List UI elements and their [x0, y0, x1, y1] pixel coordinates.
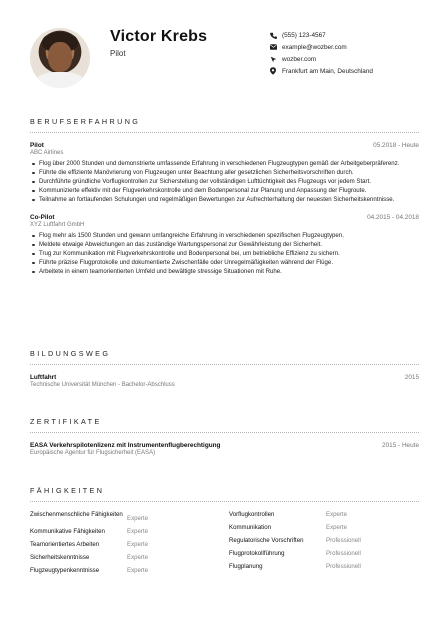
job-bullets: [30, 231, 419, 276]
skill-item: [229, 563, 419, 571]
email-text: example@wozber.com: [282, 43, 347, 51]
job-title: Pilot: [110, 49, 126, 58]
website-text: wozber.com: [282, 55, 317, 63]
contact-list: [268, 29, 438, 77]
skill-name: Vorflugkontrollen: [229, 511, 275, 518]
location-text: Frankfurt am Main, Deutschland: [282, 67, 373, 75]
skill-item: [229, 511, 419, 519]
bullet-item: Kommunizierte effektiv mit der Flugverkehrskontrolle und dem Bodenpersonal zur Planung und Anpassung der Flugroute.: [30, 186, 419, 195]
skill-name: Sicherheitskenntnisse: [30, 554, 90, 561]
section-title-skills: FÄHIGKEITEN: [30, 486, 419, 502]
job-company: XYZ Luftfahrt GmbH: [30, 222, 85, 228]
skill-level: Experte: [127, 554, 149, 561]
section-title-experience: BERUFSERFAHRUNG: [30, 117, 419, 133]
link-icon: [268, 54, 278, 64]
skill-name: Flugprotokollführung: [229, 550, 285, 557]
bullet-item: Trug zur Kommunikation mit Flugverkehrskontrolle und Bodenpersonal bei, um betriebliche Effizienz zu sichern.: [30, 249, 419, 258]
job-company: ABC Airlines: [30, 150, 64, 156]
skill-name: Regulatorische Vorschriften: [229, 537, 304, 544]
mail-icon: [268, 42, 278, 52]
skill-level: Experte: [127, 515, 149, 522]
bullet-item: Arbeitete in einem teamorientierten Umfeld und bewältigte stressige Situationen mit Ruhe.: [30, 267, 419, 276]
skill-item: [30, 528, 220, 536]
institution-name: Technische Universität München - Bachelor-Abschluss: [30, 382, 175, 388]
skills-grid: [30, 511, 419, 580]
section-title-certificates: ZERTIFIKATE: [30, 417, 419, 433]
certificate-name: EASA Verkehrspilotenlizenz mit Instrumentenflugberechtigung: [30, 442, 221, 449]
job-entry: [30, 142, 419, 204]
job-date: 04.2015 - 04.2018: [367, 214, 419, 221]
bullet-item: Teilnahme an fortlaufenden Schulungen und regelmäßigen Bewertungen zur Aufrechterhaltung der neuesten Sicherheitskenntnisse.: [30, 195, 419, 204]
skill-item: [30, 567, 220, 575]
skills-column-left: [30, 511, 220, 580]
bullet-item: Flog mehr als 1500 Stunden und gewann umfangreiche Erfahrung in verschiedenen spezifischen Flugzeugtypen.: [30, 231, 419, 240]
contact-location: [268, 65, 438, 77]
phone-icon: [268, 30, 278, 40]
job-role: Co-Pilot: [30, 214, 55, 221]
skill-name: Zwischenmenschliche Fähigkeiten: [30, 511, 123, 518]
job-role: Pilot: [30, 142, 44, 149]
certificate-issuer: Europäische Agentur für Flugsicherheit (EASA): [30, 450, 156, 456]
experience-section: [30, 117, 419, 276]
skill-level: Professionell: [326, 563, 361, 570]
section-title-education: BILDUNGSWEG: [30, 349, 419, 365]
certificates-section: [30, 417, 419, 456]
skill-level: Experte: [326, 524, 348, 531]
skill-item: [30, 554, 220, 562]
skill-name: Kommunikative Fähigkeiten: [30, 528, 105, 535]
skill-level: Professionell: [326, 550, 361, 557]
avatar: [30, 28, 90, 88]
skill-level: Experte: [127, 541, 149, 548]
education-section: [30, 349, 419, 388]
degree-name: Luftfahrt: [30, 374, 57, 381]
contact-phone: [268, 29, 438, 41]
education-entry: [30, 374, 419, 388]
contact-email[interactable]: [268, 41, 438, 53]
bullet-item: Führte die effiziente Manövrierung von Flugzeugen unter Beachtung aller gesetzlichen Sicherheitsvorschriften durch.: [30, 168, 419, 177]
skill-level: Experte: [127, 567, 149, 574]
phone-text: (555) 123-4567: [282, 31, 326, 39]
skill-name: Kommunikation: [229, 524, 271, 531]
certificate-entry: [30, 442, 419, 456]
bullet-item: Meldete etwaige Abweichungen an das zuständige Wartungspersonal zur Gewährleistung der Sicherheit.: [30, 240, 419, 249]
job-entry: [30, 214, 419, 276]
skill-item: [229, 537, 419, 545]
skills-column-right: [229, 511, 419, 580]
skill-item: [229, 550, 419, 558]
bullet-item: Durchführte gründliche Vorflugkontrollen zur Sicherstellung der vollständigen Lufttüchtigkeit des Flugzeugs vor jedem Start.: [30, 177, 419, 186]
location-icon: [268, 66, 278, 76]
skill-item: [30, 541, 220, 549]
bullet-item: Führte präzise Flugprotokolle und dokumentierte Zwischenfälle oder Unregelmäßigkeiten während der Flüge.: [30, 258, 419, 267]
skill-item: [30, 511, 220, 523]
job-date: 05.2018 - Heute: [373, 142, 419, 149]
skill-level: Professionell: [326, 537, 361, 544]
skill-name: Flugplanung: [229, 563, 263, 570]
certificate-date: 2015 - Heute: [382, 442, 419, 449]
job-bullets: [30, 159, 419, 204]
contact-website[interactable]: [268, 53, 438, 65]
skill-name: Teamorientiertes Arbeiten: [30, 541, 100, 548]
education-date: 2015: [404, 374, 419, 381]
bullet-item: Flog über 2000 Stunden und demonstrierte umfassende Erfahrung in verschiedenen Flugzeugtypen gemäß der Arbeitgeberpräferenz.: [30, 159, 419, 168]
skill-level: Experte: [127, 528, 149, 535]
skills-section: [30, 486, 419, 580]
skill-name: Flugzeugtypenkenntnisse: [30, 567, 100, 574]
skill-item: [229, 524, 419, 532]
resume-header: [0, 0, 448, 110]
skill-level: Experte: [326, 511, 348, 518]
candidate-name: Victor Krebs: [110, 28, 208, 45]
